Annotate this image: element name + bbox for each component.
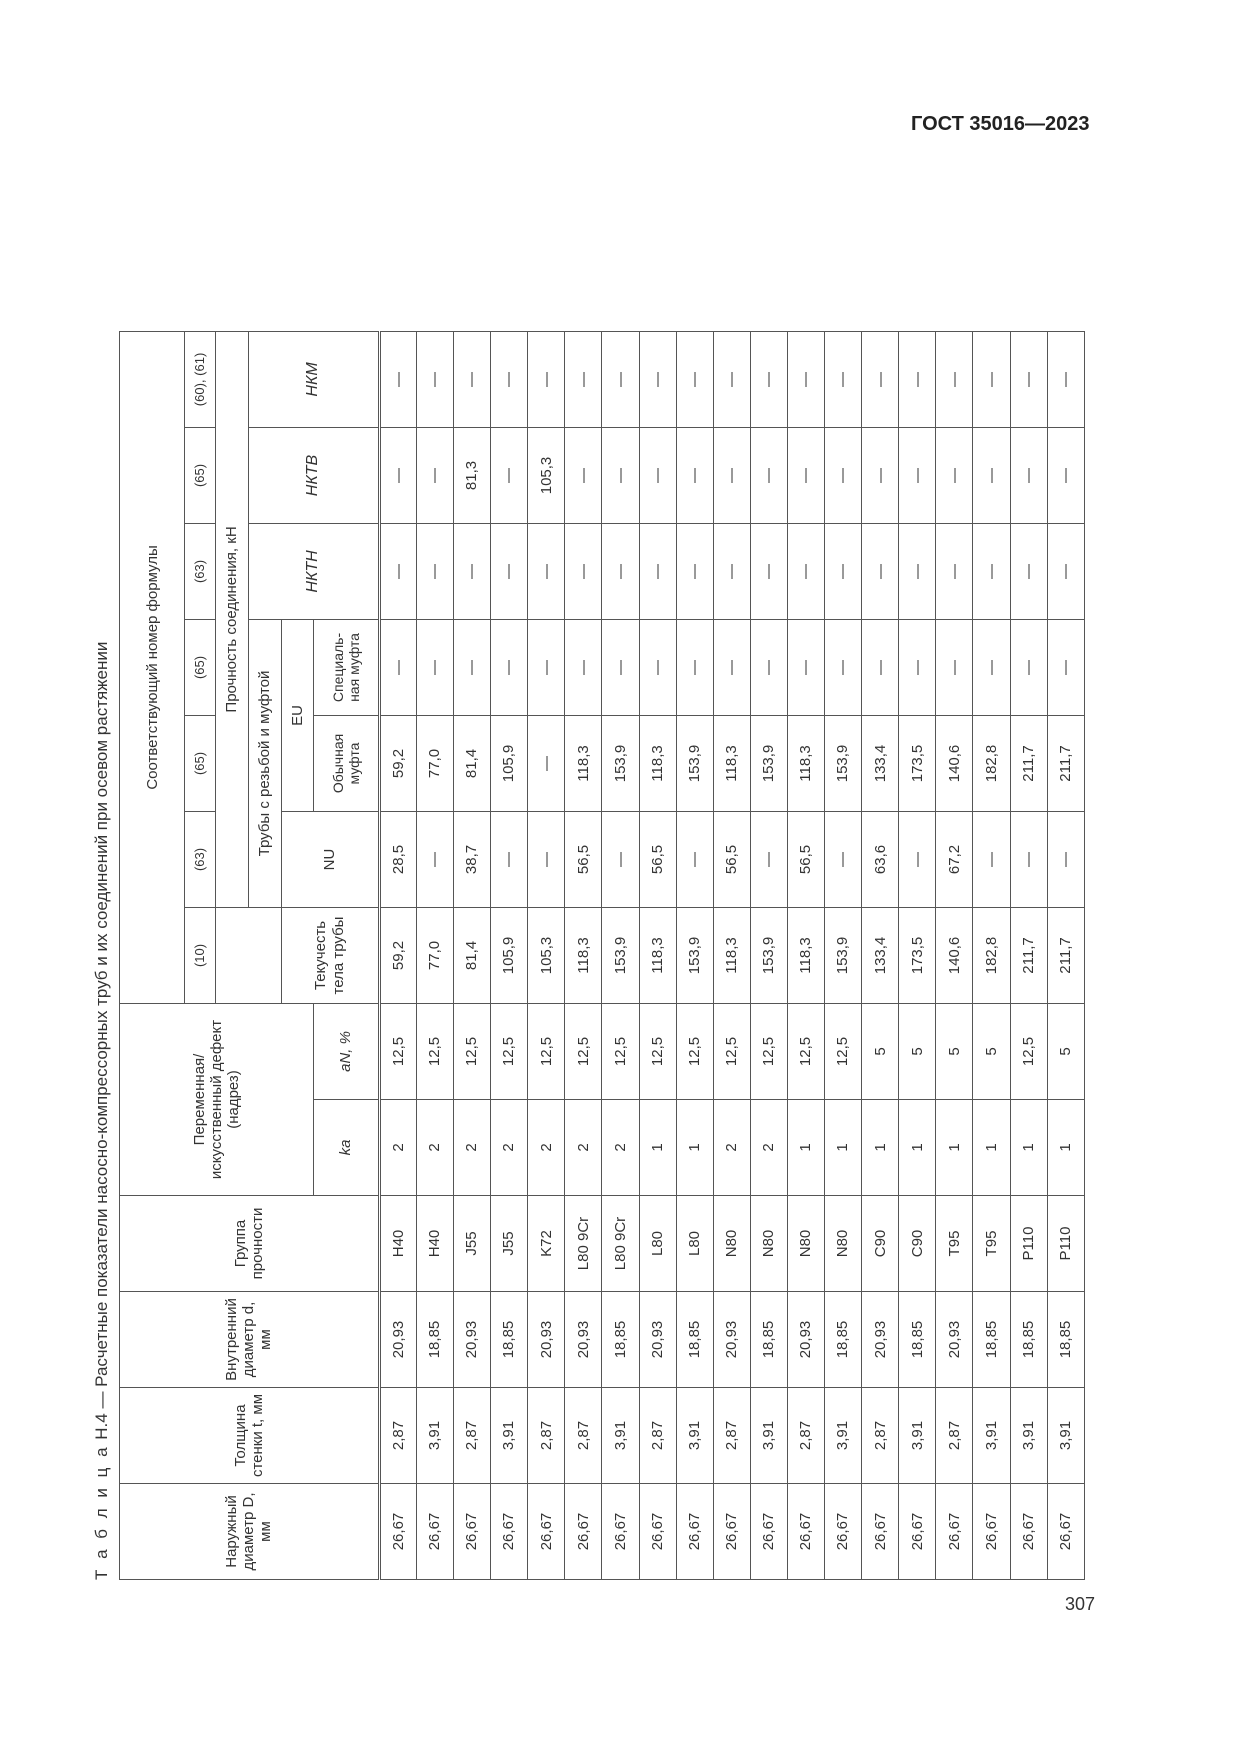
table-cell: 173,5 — [899, 907, 936, 1003]
table-cell: — — [973, 427, 1010, 523]
table-cell: 2 — [491, 1100, 528, 1196]
table-cell: — — [491, 523, 528, 619]
table-cell: 153,9 — [602, 907, 639, 1003]
table-cell: J55 — [491, 1196, 528, 1292]
table-cell: 5 — [899, 1003, 936, 1099]
table-cell: T95 — [973, 1196, 1010, 1292]
table-row — [1010, 59, 1047, 1579]
table-cell: 2,87 — [936, 1388, 973, 1484]
table-cell: 5 — [1047, 1003, 1084, 1099]
table-cell: — — [528, 715, 565, 811]
table-cell: 3,91 — [899, 1388, 936, 1484]
table-cell: 5 — [973, 1003, 1010, 1099]
table-cell: — — [899, 427, 936, 523]
table-cell: 26,67 — [1047, 1484, 1084, 1580]
table-cell: — — [602, 331, 639, 427]
table-cell: 26,67 — [528, 1484, 565, 1580]
table-cell: 153,9 — [750, 907, 787, 1003]
table-cell: — — [973, 331, 1010, 427]
table-cell: 26,67 — [750, 1484, 787, 1580]
header-inner-diameter: Внутренний диаметр d, мм — [120, 1292, 380, 1388]
formula-65b: (65) — [185, 619, 216, 715]
table-cell: 2,87 — [565, 1388, 602, 1484]
table-cell: 140,6 — [936, 907, 973, 1003]
table-row — [750, 59, 787, 1579]
table-cell: 5 — [862, 1003, 899, 1099]
table-cell: 12,5 — [416, 1003, 453, 1099]
table-cell: 38,7 — [453, 811, 490, 907]
table-cell: — — [453, 331, 490, 427]
table-cell: — — [750, 331, 787, 427]
table-cell: 20,93 — [379, 1292, 416, 1388]
table-cell: — — [936, 619, 973, 715]
table-cell: — — [528, 619, 565, 715]
table-cell: — — [973, 811, 1010, 907]
table-cell: — — [936, 331, 973, 427]
table-cell: 77,0 — [416, 907, 453, 1003]
table-cell: 2 — [528, 1100, 565, 1196]
table-cell: — — [1047, 619, 1084, 715]
table-caption — [85, 60, 119, 1580]
table-cell: 18,85 — [1047, 1292, 1084, 1388]
table-cell: 12,5 — [825, 1003, 862, 1099]
table-row — [787, 59, 824, 1579]
table-cell: 3,91 — [676, 1388, 713, 1484]
table-cell: 2 — [453, 1100, 490, 1196]
table-cell: — — [973, 523, 1010, 619]
table-cell: 18,85 — [750, 1292, 787, 1388]
table-cell: 26,67 — [713, 1484, 750, 1580]
table-cell: 2 — [602, 1100, 639, 1196]
table-cell: 26,67 — [862, 1484, 899, 1580]
header-wall-thickness: Толщина стенки t, мм — [120, 1388, 380, 1484]
header-defect: Переменная/ искусственный дефект (надрез) — [120, 1003, 314, 1195]
table-cell: 3,91 — [1047, 1388, 1084, 1484]
table-cell: — — [1010, 427, 1047, 523]
table-row — [825, 59, 862, 1579]
table-cell: 26,67 — [899, 1484, 936, 1580]
header-yield: Текучесть тела трубы — [281, 907, 379, 1003]
table-cell: 118,3 — [713, 715, 750, 811]
table-cell: 1 — [639, 1100, 676, 1196]
header-eu: EU — [281, 619, 314, 811]
table-cell: 118,3 — [713, 907, 750, 1003]
table-cell: 1 — [676, 1100, 713, 1196]
table-row — [602, 59, 639, 1579]
table-cell: 1 — [825, 1100, 862, 1196]
table-cell: — — [899, 619, 936, 715]
table-cell: 63,6 — [862, 811, 899, 907]
table-cell: 2 — [416, 1100, 453, 1196]
table-cell: — — [787, 331, 824, 427]
table-cell: 118,3 — [639, 715, 676, 811]
table-cell: — — [1047, 331, 1084, 427]
table-cell: 2,87 — [787, 1388, 824, 1484]
table-cell: — — [1010, 811, 1047, 907]
table-cell: — — [713, 523, 750, 619]
table-row — [453, 59, 490, 1579]
table-cell: 2 — [565, 1100, 602, 1196]
table-cell: 211,7 — [1010, 907, 1047, 1003]
table-cell: 12,5 — [491, 1003, 528, 1099]
table-row — [1047, 59, 1084, 1579]
table-cell: — — [713, 619, 750, 715]
table-cell: 20,93 — [639, 1292, 676, 1388]
header-connection-strength: Прочность соединения, кН — [216, 331, 249, 907]
table-cell: 3,91 — [602, 1388, 639, 1484]
table-cell: 56,5 — [639, 811, 676, 907]
table-cell: — — [379, 331, 416, 427]
table-cell: — — [602, 619, 639, 715]
page-number: 307 — [1065, 1594, 1096, 1614]
table-cell: — — [453, 523, 490, 619]
table-cell: — — [528, 811, 565, 907]
table-cell: 105,3 — [528, 907, 565, 1003]
table-cell: 3,91 — [416, 1388, 453, 1484]
table-cell: 3,91 — [491, 1388, 528, 1484]
table-cell: — — [528, 523, 565, 619]
table-cell: 81,4 — [453, 715, 490, 811]
table-cell: 12,5 — [565, 1003, 602, 1099]
table-cell: — — [602, 523, 639, 619]
table-cell: 3,91 — [1010, 1388, 1047, 1484]
tubing-strength-table — [119, 59, 1085, 1580]
table-cell: — — [379, 619, 416, 715]
formula-65c: (65) — [185, 427, 216, 523]
table-cell: 59,2 — [379, 715, 416, 811]
table-cell: 20,93 — [787, 1292, 824, 1388]
table-cell: 105,9 — [491, 715, 528, 811]
table-cell: — — [1010, 619, 1047, 715]
table-cell: — — [899, 811, 936, 907]
table-cell: — — [639, 619, 676, 715]
table-cell: — — [899, 331, 936, 427]
table-cell: — — [491, 619, 528, 715]
table-cell: 26,67 — [491, 1484, 528, 1580]
table-cell: 118,3 — [787, 907, 824, 1003]
table-cell: 12,5 — [787, 1003, 824, 1099]
table-cell: 26,67 — [639, 1484, 676, 1580]
table-cell: 81,4 — [453, 907, 490, 1003]
table-cell: 3,91 — [825, 1388, 862, 1484]
table-cell: — — [973, 619, 1010, 715]
header-nu: NU — [281, 811, 379, 907]
table-cell: 18,85 — [1010, 1292, 1047, 1388]
table-cell: — — [491, 811, 528, 907]
caption-prefix: Т а б л и ц а — [92, 1444, 111, 1580]
header-formula-group: Соответствующий номер формулы — [120, 331, 185, 1003]
header-threaded-coupled: Трубы с резьбой и муфтой — [248, 619, 281, 907]
formula-63b: (63) — [185, 523, 216, 619]
table-cell: 153,9 — [825, 715, 862, 811]
formula-65a: (65) — [185, 715, 216, 811]
table-cell: 20,93 — [713, 1292, 750, 1388]
table-cell: — — [825, 427, 862, 523]
table-row — [379, 59, 416, 1579]
header-regular-coupling: Обычная муфта — [314, 715, 379, 811]
table-cell: 59,2 — [379, 907, 416, 1003]
table-cell: 26,67 — [787, 1484, 824, 1580]
table-cell: 18,85 — [676, 1292, 713, 1388]
table-cell: — — [676, 811, 713, 907]
table-cell: 153,9 — [602, 715, 639, 811]
table-cell: N80 — [825, 1196, 862, 1292]
table-cell: — — [750, 619, 787, 715]
table-cell: — — [676, 427, 713, 523]
table-cell: 26,67 — [453, 1484, 490, 1580]
header-special-coupling: Специаль- ная муфта — [314, 619, 379, 715]
table-cell: 26,67 — [1010, 1484, 1047, 1580]
table-cell: 20,93 — [565, 1292, 602, 1388]
table-cell: — — [825, 811, 862, 907]
table-cell: L80 — [639, 1196, 676, 1292]
table-cell: — — [1047, 523, 1084, 619]
table-cell: 3,91 — [973, 1388, 1010, 1484]
table-cell: — — [750, 523, 787, 619]
table-cell: T95 — [936, 1196, 973, 1292]
table-cell: 26,67 — [936, 1484, 973, 1580]
table-cell: 2,87 — [639, 1388, 676, 1484]
table-cell: — — [936, 523, 973, 619]
table-cell: 20,93 — [528, 1292, 565, 1388]
header-strength-group: Группа прочности — [120, 1196, 380, 1292]
table-cell: — — [1047, 427, 1084, 523]
table-cell: 26,67 — [565, 1484, 602, 1580]
table-cell: — — [565, 427, 602, 523]
table-cell: L80 — [676, 1196, 713, 1292]
table-row — [528, 59, 565, 1579]
table-cell: 2 — [379, 1100, 416, 1196]
table-cell: 20,93 — [862, 1292, 899, 1388]
table-cell: — — [416, 619, 453, 715]
table-cell: 18,85 — [602, 1292, 639, 1388]
table-row — [973, 59, 1010, 1579]
table-cell: — — [713, 331, 750, 427]
table-cell: — — [416, 331, 453, 427]
table-cell: 1 — [787, 1100, 824, 1196]
table-cell: 1 — [899, 1100, 936, 1196]
header-ka: kа — [314, 1100, 379, 1196]
table-cell: — — [936, 427, 973, 523]
table-cell: — — [787, 619, 824, 715]
table-row — [491, 59, 528, 1579]
table-cell: N80 — [750, 1196, 787, 1292]
table-row — [565, 59, 602, 1579]
table-cell: 20,93 — [936, 1292, 973, 1388]
table-cell: — — [602, 427, 639, 523]
table-cell: P110 — [1047, 1196, 1084, 1292]
table-cell: 18,85 — [899, 1292, 936, 1388]
header-an: aN, % — [314, 1003, 379, 1099]
table-cell: 1 — [862, 1100, 899, 1196]
table-cell: 1 — [973, 1100, 1010, 1196]
table-cell: L80 9Cr — [602, 1196, 639, 1292]
table-cell: 173,5 — [899, 715, 936, 811]
table-cell: 182,8 — [973, 715, 1010, 811]
table-cell: 1 — [1010, 1100, 1047, 1196]
table-cell: 153,9 — [825, 907, 862, 1003]
table-cell: 105,3 — [528, 427, 565, 523]
table-cell: J55 — [453, 1196, 490, 1292]
table-cell: — — [528, 331, 565, 427]
header-nktv: НКТВ — [248, 427, 379, 523]
table-cell: — — [639, 523, 676, 619]
table-cell: C90 — [862, 1196, 899, 1292]
table-cell: 2,87 — [862, 1388, 899, 1484]
table-cell: P110 — [1010, 1196, 1047, 1292]
table-cell: 3,91 — [750, 1388, 787, 1484]
table-cell: — — [639, 331, 676, 427]
table-cell: 26,67 — [416, 1484, 453, 1580]
formula-60-61: (60), (61) — [185, 331, 216, 427]
table-cell: 2 — [750, 1100, 787, 1196]
table-cell: 77,0 — [416, 715, 453, 811]
header-nktn: НКТН — [248, 523, 379, 619]
header-nkm: НКМ — [248, 331, 379, 427]
table-cell: 12,5 — [602, 1003, 639, 1099]
table-cell: 18,85 — [973, 1292, 1010, 1388]
table-cell: 5 — [936, 1003, 973, 1099]
table-cell: 118,3 — [787, 715, 824, 811]
table-cell: C90 — [899, 1196, 936, 1292]
table-cell: 12,5 — [1010, 1003, 1047, 1099]
header-outer-diameter: Наружный диаметр D, мм — [120, 1484, 380, 1580]
table-cell: 28,5 — [379, 811, 416, 907]
table-cell: — — [453, 619, 490, 715]
table-cell: — — [713, 427, 750, 523]
table-cell: 12,5 — [453, 1003, 490, 1099]
rotated-table-block — [85, 60, 1085, 1580]
table-cell: 12,5 — [713, 1003, 750, 1099]
table-cell: — — [862, 619, 899, 715]
table-cell: 1 — [1047, 1100, 1084, 1196]
formula-10: (10) — [185, 907, 216, 1003]
table-cell: 26,67 — [825, 1484, 862, 1580]
table-cell: — — [565, 331, 602, 427]
table-cell: 211,7 — [1047, 715, 1084, 811]
table-cell: 12,5 — [528, 1003, 565, 1099]
table-cell: H40 — [379, 1196, 416, 1292]
caption-title: Н.4 — Расчетные показатели насосно-компрессорных труб и их соединений при осевом растяжении — [92, 641, 111, 1440]
table-cell: — — [416, 427, 453, 523]
table-cell: 56,5 — [565, 811, 602, 907]
table-row — [676, 59, 713, 1579]
table-cell: — — [602, 811, 639, 907]
table-row — [639, 59, 676, 1579]
table-cell: — — [416, 523, 453, 619]
table-cell: — — [862, 427, 899, 523]
table-cell: N80 — [787, 1196, 824, 1292]
document-code: ГОСТ 35016—2023 — [911, 113, 1090, 135]
table-row — [862, 59, 899, 1579]
table-cell: 20,93 — [453, 1292, 490, 1388]
table-cell: 2 — [713, 1100, 750, 1196]
table-cell: 2,87 — [379, 1388, 416, 1484]
table-cell: 26,67 — [676, 1484, 713, 1580]
table-cell: — — [676, 523, 713, 619]
table-cell: N80 — [713, 1196, 750, 1292]
table-cell: 211,7 — [1047, 907, 1084, 1003]
table-cell: — — [825, 619, 862, 715]
table-row — [936, 59, 973, 1579]
table-cell: 211,7 — [1010, 715, 1047, 811]
table-cell: 2,87 — [528, 1388, 565, 1484]
table-cell: K72 — [528, 1196, 565, 1292]
table-cell: — — [416, 811, 453, 907]
table-cell: H40 — [416, 1196, 453, 1292]
table-cell: — — [676, 331, 713, 427]
table-cell: — — [1010, 523, 1047, 619]
table-cell: 81,3 — [453, 427, 490, 523]
table-cell: — — [750, 427, 787, 523]
table-cell: — — [379, 427, 416, 523]
table-cell: 18,85 — [825, 1292, 862, 1388]
table-cell: 153,9 — [676, 715, 713, 811]
table-cell: — — [1010, 331, 1047, 427]
formula-63a: (63) — [185, 811, 216, 907]
table-cell: — — [1047, 811, 1084, 907]
table-cell: — — [565, 619, 602, 715]
table-cell: 26,67 — [602, 1484, 639, 1580]
table-cell: — — [491, 427, 528, 523]
table-cell: 67,2 — [936, 811, 973, 907]
table-cell: 12,5 — [750, 1003, 787, 1099]
table-cell: — — [676, 619, 713, 715]
table-cell: — — [787, 523, 824, 619]
table-cell: 118,3 — [565, 907, 602, 1003]
table-cell: 153,9 — [676, 907, 713, 1003]
table-cell: 118,3 — [565, 715, 602, 811]
table-cell: 26,67 — [973, 1484, 1010, 1580]
table-cell: — — [379, 523, 416, 619]
table-cell: 133,4 — [862, 715, 899, 811]
table-cell: 2,87 — [713, 1388, 750, 1484]
table-cell: 105,9 — [491, 907, 528, 1003]
table-cell: 18,85 — [416, 1292, 453, 1388]
table-cell: 133,4 — [862, 907, 899, 1003]
table-cell: — — [565, 523, 602, 619]
table-cell: — — [787, 427, 824, 523]
table-cell: — — [862, 331, 899, 427]
table-cell: 140,6 — [936, 715, 973, 811]
table-cell: 182,8 — [973, 907, 1010, 1003]
table-cell: L80 9Cr — [565, 1196, 602, 1292]
table-cell: 1 — [936, 1100, 973, 1196]
table-cell: — — [825, 331, 862, 427]
table-row — [713, 59, 750, 1579]
table-cell: 56,5 — [787, 811, 824, 907]
table-cell: 18,85 — [491, 1292, 528, 1388]
table-cell: 12,5 — [676, 1003, 713, 1099]
table-cell: 12,5 — [639, 1003, 676, 1099]
table-cell: 153,9 — [750, 715, 787, 811]
table-cell: — — [750, 811, 787, 907]
table-cell: — — [825, 523, 862, 619]
table-cell: — — [862, 523, 899, 619]
table-cell: 56,5 — [713, 811, 750, 907]
table-row — [416, 59, 453, 1579]
table-cell: 2,87 — [453, 1388, 490, 1484]
table-cell: — — [899, 523, 936, 619]
table-cell: 118,3 — [639, 907, 676, 1003]
table-cell: 12,5 — [379, 1003, 416, 1099]
table-cell: — — [491, 331, 528, 427]
table-row — [899, 59, 936, 1579]
table-cell: — — [639, 427, 676, 523]
table-cell: 26,67 — [379, 1484, 416, 1580]
